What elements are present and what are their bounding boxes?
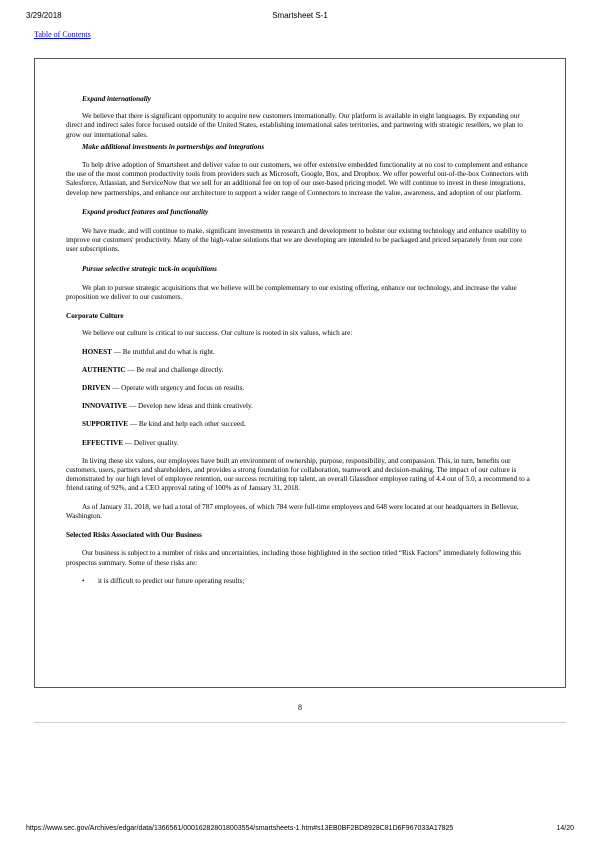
partners-heading: Make additional investments in partnerships and integrations — [82, 142, 265, 151]
value-name: HONEST — [82, 347, 112, 356]
print-title: Smartsheet S-1 — [272, 11, 328, 20]
acquisitions-heading: Pursue selective strategic tuck-in acquisitions — [82, 264, 217, 273]
value-desc: — Deliver quality. — [123, 438, 179, 447]
footer-page-count: 14/20 — [556, 825, 574, 832]
value-item — [66, 348, 534, 357]
value-name: AUTHENTIC — [82, 365, 126, 374]
features-heading: Expand product features and functionality — [82, 207, 209, 216]
risks-paragraph: Our business is subject to a number of risks and uncertainties, including those highlighted in the section titled “Risk Factors” immediately following this prospectus summary. Some of these risks are: — [66, 549, 521, 567]
table-of-contents-link[interactable]: Table of Contents — [34, 30, 91, 39]
partners-paragraph: To help drive adoption of Smartsheet and deliver value to our customers, we offer extensive embedded functionality at no cost to complement and enhance the use of the most common productivity tools from providers such as Microsoft, Google, Box, and Dropbox. We offer powerful out-of-the-box Connectors with Salesforce, Atlassian, and ServiceNow that we sell for an additional fee on top of our user-based pricing model. We will continue to invest in these integrations, develop new partnerships, and enhance our architecture to support a wider range of Connectors to increase the value, awareness, and adoption of our platform. — [66, 161, 529, 197]
value-item — [66, 384, 534, 393]
value-item — [66, 402, 534, 411]
value-desc: — Be real and challenge directly. — [125, 365, 224, 374]
culture-intro: We believe our culture is critical to our success. Our culture is rooted in six values, which are: — [82, 329, 353, 338]
divider — [34, 722, 566, 723]
page-number: 8 — [298, 703, 302, 712]
value-item — [66, 439, 534, 448]
value-desc: — Operate with urgency and focus on results. — [110, 384, 245, 393]
intl-heading: Expand internationally — [82, 95, 151, 103]
culture-heading: Corporate Culture — [66, 312, 124, 321]
value-name: DRIVEN — [82, 384, 111, 393]
intl-paragraph: We believe that there is significant opportunity to acquire new customers internationally. Our platform is available in eight languages. By expanding our direct and indirect sales force focused outside of the United States, establishing international sales territories, and partnering with strategic resellers, we plan to grow our international sales. — [66, 112, 523, 139]
risk-text: it is difficult to predict our future operating results; — [98, 576, 245, 585]
value-desc: — Be truthful and do what is right. — [111, 347, 215, 356]
value-item — [66, 420, 534, 429]
footer-url: https://www.sec.gov/Archives/edgar/data/1366561/000162828018003554/smartsheets-1.htm#s13EB0BF2BD8928C81D6F967033A17825 — [26, 825, 454, 832]
value-desc: — Develop new ideas and think creatively. — [127, 402, 253, 411]
value-name: EFFECTIVE — [82, 438, 124, 447]
value-name: SUPPORTIVE — [82, 420, 129, 429]
print-date: 3/29/2018 — [26, 11, 62, 20]
list-item — [66, 577, 534, 586]
features-paragraph: We have made, and will continue to make, significant investments in research and development to bolster our existing technology and enhance usability to improve our customers' productivity. Many of the high-value solutions that we are developing are intended to be packaged and priced separately from our core user subscriptions. — [66, 227, 527, 254]
bullet-icon: • — [82, 576, 85, 585]
risks-heading: Selected Risks Associated with Our Business — [66, 531, 202, 540]
acquisitions-paragraph: We plan to pursue strategic acquisitions that we believe will be complementary to our existing offering, enhance our technology, and increase the value proposition we deliver to our customers. — [66, 283, 517, 302]
value-desc: — Be kind and help each other succeed. — [128, 420, 246, 429]
culture-paragraph-2: As of January 31, 2018, we had a total of 787 employees, of which 784 were full-time employees and 648 were located at our headquarters in Bellevue, Washington. — [66, 502, 519, 520]
document-body — [66, 95, 534, 586]
value-name: INNOVATIVE — [82, 402, 128, 411]
culture-paragraph-1: In living these six values, our employees have built an environment of ownership, purpose, responsibility, and compassion. This, in turn, benefits our customers, users, partners and shareholders, and provides a strong foundation for collaboration, teamwork and decision-making. The impact of our culture is demonstrated by our high level of employee retention, our success recruiting top talent, an overall Glassdoor employee rating of 4.4 out of 5.0, a recommend to a friend rating of 92%, and a CEO approval rating of 100% as of January 31, 2018. — [66, 456, 530, 493]
value-item — [66, 366, 534, 375]
